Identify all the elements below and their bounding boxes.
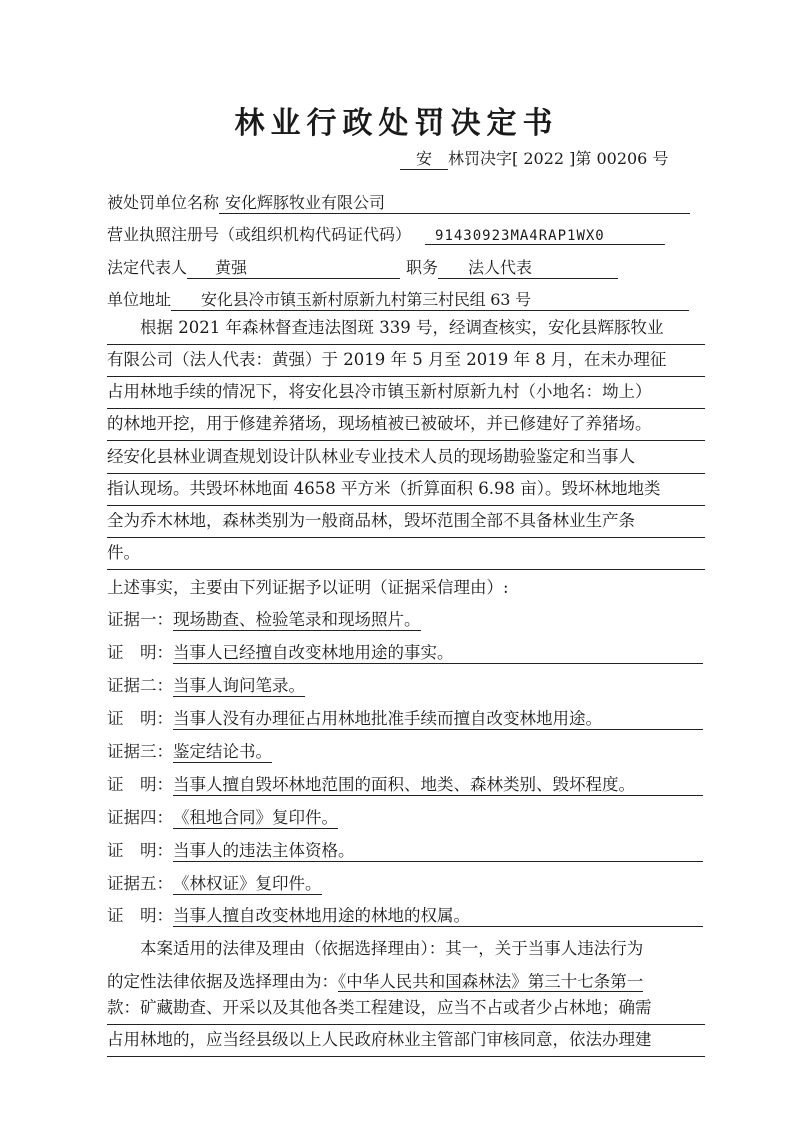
license-label: 营业执照注册号（或组织机构代码证代码）: [107, 225, 412, 244]
document-number: [400, 146, 668, 170]
evidence-intro: 上述事实，主要由下列证据予以证明（证据采信理由）:: [107, 578, 509, 597]
evidence-value: 当事人没有办理征占用林地批准手续而擅自改变林地用途。: [173, 705, 703, 730]
evidence-proof: [107, 639, 703, 664]
evidence-value: 当事人的违法主体资格。: [173, 837, 703, 862]
unit-name-label: 被处罚单位名称: [107, 193, 220, 212]
duty-value: 法人代表: [438, 255, 618, 279]
facts-line: 有限公司（法人代表：黄强）于 2019 年 5 月至 2019 年 8 月，在未办理征: [107, 346, 705, 377]
license-row: [107, 222, 665, 245]
facts-line: 占用林地手续的情况下，将安化县冷市镇玉新村原新九村（小地名：坳上）: [107, 378, 705, 409]
evidence-label: 证 明：: [107, 643, 173, 662]
evidence-proof: [107, 705, 703, 730]
rep-value: 黄强: [187, 255, 400, 279]
evidence-proof: [107, 771, 703, 796]
evidence-value: 当事人擅自毁坏林地范围的面积、地类、森林类别、毁坏程度。: [173, 771, 703, 796]
unit-name-value: 安化辉豚牧业有限公司: [219, 190, 690, 214]
doc-number-body: 林罚决字[ 2022 ]第 00206 号: [448, 149, 669, 168]
law-line: 款：矿藏勘查、开采以及其他各类工程建设，应当不占或者少占林地；确需: [107, 994, 705, 1025]
evidence-label: 证 明：: [107, 709, 173, 728]
evidence-label: 证据一：: [107, 610, 173, 629]
facts-line: 根据 2021 年森林督查违法图斑 339 号，经调查核实，安化县辉豚牧业: [107, 314, 705, 345]
law-line: 占用林地的，应当经县级以上人民政府林业主管部门审核同意，依法办理建: [107, 1026, 705, 1057]
evidence-proof: [107, 902, 703, 927]
law-line: [107, 968, 643, 992]
evidence-label: 证据五：: [107, 874, 173, 893]
evidence-value: 当事人询问笔录。: [173, 672, 305, 697]
evidence-item: [107, 606, 421, 631]
evidence-proof: [107, 837, 703, 862]
address-value: 安化县冷市镇玉新村原新九村第三村民组 63 号: [171, 287, 689, 311]
evidence-item: [107, 672, 305, 697]
facts-line: 件。: [107, 539, 705, 570]
evidence-item: [107, 738, 272, 763]
evidence-value: 当事人已经擅自改变林地用途的事实。: [173, 639, 703, 664]
evidence-label: 证据四：: [107, 808, 173, 827]
rep-label: 法定代表人: [107, 258, 188, 277]
evidence-value: 现场勘查、检验笔录和现场照片。: [173, 606, 421, 631]
unit-name-row: [107, 190, 690, 214]
evidence-value: 鉴定结论书。: [173, 738, 272, 763]
evidence-label: 证 明：: [107, 841, 173, 860]
license-value: 91430923MA4RAP1WX0: [425, 228, 665, 245]
facts-line: 全为乔木林地，森林类别为一般商品林，毁坏范围全部不具备林业生产条: [107, 507, 705, 538]
doc-number-prefix: 安: [400, 146, 448, 170]
facts-line: 的林地开挖，用于修建养猪场，现场植被已被破坏，并已修建好了养猪场。: [107, 410, 705, 441]
duty-label: 职务: [406, 258, 439, 277]
law-citation: 《中华人民共和国森林法》第三十七条第一: [338, 972, 644, 991]
evidence-label: 证据二：: [107, 676, 173, 695]
facts-line: 经安化县林业调查规划设计队林业专业技术人员的现场勘验鉴定和当事人: [107, 443, 705, 474]
address-row: [107, 287, 689, 311]
document-title: 林业行政处罚决定书: [234, 106, 559, 141]
evidence-value: 《租地合同》复印件。: [173, 804, 338, 829]
evidence-value: 《林权证》复印件。: [173, 870, 322, 895]
address-label: 单位地址: [107, 290, 172, 309]
evidence-label: 证 明：: [107, 775, 173, 794]
law-line: 本案适用的法律及理由（依据选择理由）：其一，关于当事人违法行为: [107, 939, 644, 958]
evidence-item: [107, 804, 338, 829]
law-line-text: 的定性法律依据及选择理由为：: [107, 972, 338, 991]
evidence-item: [107, 870, 322, 895]
facts-line: 指认现场。共毁坏林地面 4658 平方米（折算面积 6.98 亩）。毁坏林地地类: [107, 475, 705, 506]
evidence-label: 证据三：: [107, 742, 173, 761]
evidence-label: 证 明：: [107, 906, 173, 925]
evidence-value: 当事人擅自改变林地用途的林地的权属。: [173, 902, 703, 927]
rep-row: [107, 255, 618, 279]
